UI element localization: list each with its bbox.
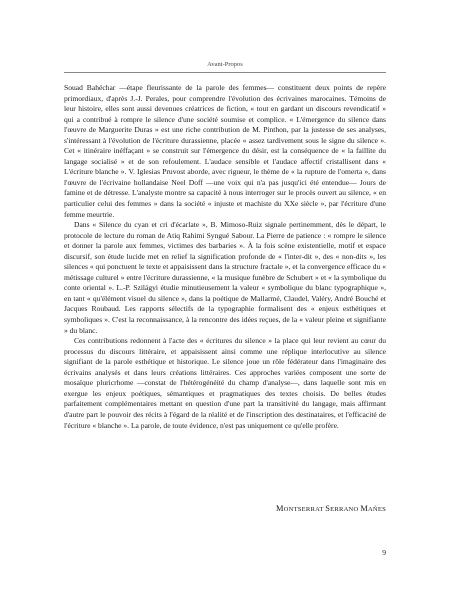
paragraph-3: Ces contributions redonnent à l'acte des « écritures du silence » la place qui leur revient au cœur du processus du discours littéraire, et appaisissent ainsi comme une réplique interlocutive au silence signifiant de la parole esthétique et historique. Le silence joue un rôle fédérateur dans l'imaginaire des écrivains analysés et dans leurs créations littéraires. Ces approches variées composent une sorte de mosaïque pluricrhome —constat de l'hétérogénéité du champ d'analyse—, dans laquelle sont mis en exergue les enjeux poétiques, sémantiques et pragmatiques des textes choisis. De belles études parfaitement complémentaires mettant en question d'une part la transitivité du langage, mais affirmant d'autre part le pouvoir des récits à l'égard de la réalité et de l'inscription des destinataires, et l'efficacité de l'écriture « blanche ». La parole, de toute évidence, n'est pas uniquement ce qu'elle profère.: [64, 336, 386, 430]
author-signature: MONTSERRAT SERRANO MAÑES: [275, 504, 386, 513]
header-rule: [64, 72, 386, 73]
paragraph-2: Dans « Silence du cyan et cri d'écarlate », B. Mimoso-Ruiz signale pertinemment, dès le départ, le protocole de lecture du roman de Atiq Rahimi Syngué Sabour. La Pierre de patience : « rompre le silence et donner la parole aux femmes, victimes des barbaries ». À la fois scène existentielle, motif et espace discursif, son étude lucide met en relief la signification profonde de « l'inter-dit », des « non-dits », les silences « qui ponctuent le texte et appaisissent dans la structure fractale », et la convergence efficace du « métissage culturel » entre l'écriture durassienne, « la musique funèbre de Schubert » et « la symbolique du conte oriental ». L.-P. Szilágyi étudie minutieusement la valeur « symbolique du blanc typographique », en tant « qu'élément visuel du silence », dans la poétique de Mallarmé, Claudel, Valéry, André Bouché et Jacques Roubaud. Les rapports sélectifs de la typographie formalisent des « enjeux esthétiques et symboliques ». C'est la reconnaissance, à la rencontre des idées reçues, de la « valeur pleine et signifiante » du blanc.: [64, 220, 386, 335]
paragraph-1: Souad Bahéchar —étape fleurissante de la parole des femmes— constituent deux points de repère primordiaux, d'après J.-J. Perales, pour comprendre l'évolution des écrivaines marocaines. Témoins de leur histoire, elles sont aussi devenues créatrices de fiction, « tout en gardant un discours revendicatif » qui a contribué à rompre le silence d'une société soumise et complice. « L'émergence du silence dans l'œuvre de Marguerite Duras » est une riche contribution de M. Pinthon, par la justesse de ses analyses, s'intéressant à l'évolution de l'écriture durassienne, placée « assez tardivement sous le signe du silence ». Cet « itinéraire inéffaçant » se construit sur l'émergence du désir, est la conséquence de « la faillite du langage socialisé » et de son refoulement. L'audace sensible et l'audace affectif cristallisent dans « L'écriture blanche ». V. Iglesias Pruvost aborde, avec rigueur, le thème de « la rupture de l'omerta », dans l'œuvre de l'écrivaine hollandaise Neel Doff —une voix qui n'a pas jusqu'ici été entendue— Jours de famine et de détresse. L'analyste montre sa capacité à nous interroger sur le procès ouvert au silence, « en particulier celui des femmes » dans la société « injuste et machiste du XXe siècle », par l'écriture d'une femme meurtrie.: [64, 83, 386, 219]
page-number: 9: [382, 548, 386, 557]
body-text: [64, 83, 386, 431]
running-head: Avant-Propos: [207, 61, 243, 68]
